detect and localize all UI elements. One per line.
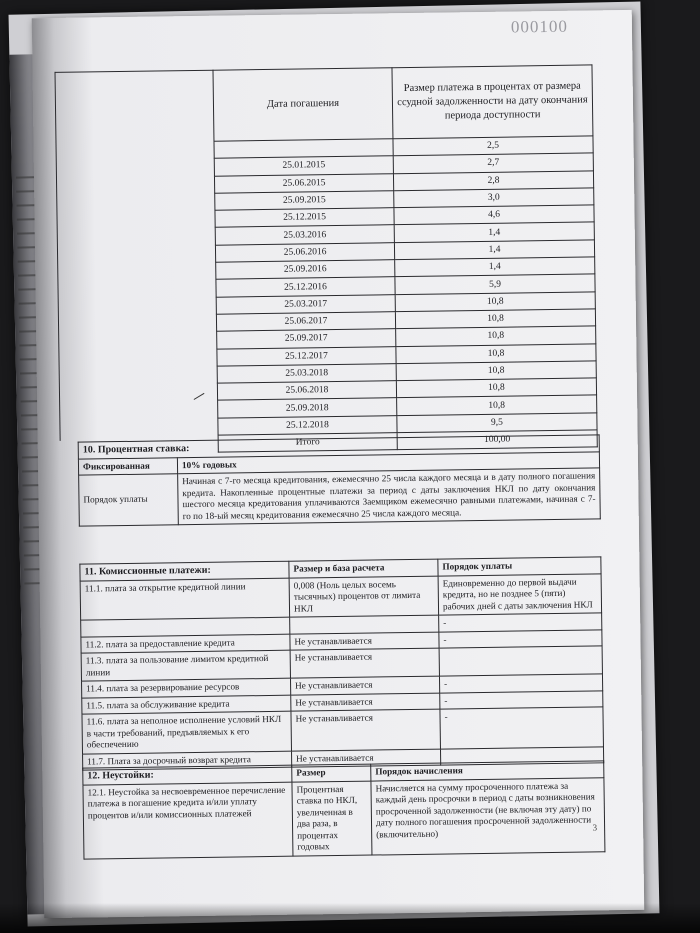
- section-12-title: 12. Неустойки:: [83, 765, 292, 784]
- commission-size: Не устанавливается: [290, 632, 439, 651]
- commission-table: [79, 556, 604, 770]
- payment-order-text: Начиная с 7-го месяца кредитования, ежемесячно 25 числа каждого месяца и в дату полного погашения кредита. Накопленные процентные платежи за период с даты заключения НКЛ по дату окончания шестого месяца кредитования уплачиваются Заемщиком ежемесячно равными платежами, начиная с 7-го по 18-ый месяц кредитования ежемесячно 25 числа каждого месяца.: [178, 468, 601, 525]
- schedule-value: 4,6: [394, 205, 594, 225]
- commission-order: -: [439, 629, 602, 648]
- schedule-total-value: 100,00: [397, 430, 597, 450]
- section-11-col-size: Размер и база расчета: [289, 559, 438, 578]
- penalty-label: 12.1. Неустойка за несвоевременное перечисление платежа в погашение кредита и/или уплату процентов и/или комиссионных платежей: [83, 782, 293, 859]
- schedule-value: 1,4: [395, 257, 595, 277]
- schedule-date: 25.09.2017: [217, 329, 396, 349]
- commission-label: 11.1. плата за открытие кредитной линии: [80, 578, 290, 620]
- loan-terms-table: [78, 434, 601, 526]
- section-11-title: 11. Комиссионные платежи:: [80, 561, 289, 580]
- schedule-date: 25.12.2018: [218, 415, 397, 435]
- bottom-shadow: [0, 903, 700, 933]
- commission-size: [290, 615, 439, 634]
- schedule-date: 25.06.2015: [214, 173, 393, 193]
- schedule-value: 10,8: [396, 378, 596, 398]
- repayment-schedule-table: [212, 64, 597, 453]
- section-12-col-size: Размер: [292, 764, 371, 782]
- payment-order-label: Порядок уплаты: [79, 474, 179, 526]
- commission-label: 11.4. плата за резервирование ресурсов: [82, 678, 291, 697]
- schedule-value: 10,8: [397, 395, 597, 415]
- schedule-date: 25.03.2018: [217, 364, 396, 384]
- schedule-value: 10,8: [396, 326, 596, 346]
- schedule-value: 1,4: [394, 222, 594, 242]
- schedule-header-payment: Размер платежа в процентах от размера ссудной задолженности на дату окончания периода доступности: [392, 65, 593, 139]
- schedule-header-date: Дата погашения: [213, 68, 393, 141]
- schedule-date: 25.06.2016: [215, 242, 394, 262]
- schedule-value: 10,8: [395, 309, 595, 329]
- section-11-col-order: Порядок уплаты: [438, 557, 601, 576]
- schedule-value: 1,4: [394, 240, 594, 260]
- schedule-date: 25.12.2016: [216, 277, 395, 297]
- corner-number: 000100: [510, 16, 569, 37]
- schedule-left-frame: [54, 70, 218, 441]
- commission-size: Не устанавливается: [290, 676, 439, 695]
- section-10-title: 10. Процентная ставка:: [78, 435, 599, 459]
- schedule-value: 3,0: [394, 188, 594, 208]
- schedule-value: 2,7: [393, 153, 593, 173]
- commission-order: -: [440, 707, 604, 749]
- document-page: [32, 10, 645, 918]
- commission-label: 11.5. плата за обслуживание кредита: [82, 695, 291, 714]
- schedule-date: 25.09.2018: [218, 398, 397, 418]
- schedule-date: 25.03.2016: [215, 225, 394, 245]
- schedule-total-label: Итого: [218, 433, 397, 453]
- fixed-rate-value: 10% годовых: [177, 451, 599, 473]
- fixed-rate-label: Фиксированная: [78, 457, 177, 475]
- schedule-value: 10,8: [396, 361, 596, 381]
- commission-label: 11.2. плата за предоставление кредита: [81, 634, 290, 653]
- schedule-date: 25.03.2017: [216, 294, 395, 314]
- schedule-date: 25.09.2015: [215, 191, 394, 211]
- schedule-value: 10,8: [396, 343, 596, 363]
- schedule-date: 25.09.2016: [216, 260, 395, 280]
- schedule-date: 25.12.2015: [215, 208, 394, 228]
- schedule-value: 9,5: [397, 413, 597, 433]
- commission-label: 11.3. плата за пользование лимитом кредитной линии: [81, 650, 290, 681]
- commission-size: Не устанавливается: [291, 693, 440, 712]
- commission-size: 0,008 (Ноль целых восемь тысячных) процентов от лимита НКЛ: [289, 576, 439, 618]
- schedule-value: 10,8: [395, 292, 595, 312]
- schedule-date: 25.12.2017: [217, 346, 396, 366]
- section-12-col-order: Порядок начисления: [371, 761, 604, 781]
- commission-label: 11.7. Плата за досрочный возврат кредита: [83, 751, 292, 770]
- commission-size: Не устанавливается: [291, 749, 440, 768]
- commission-size: Не устанавливается: [291, 709, 441, 751]
- commission-label: 11.6. плата за неполное исполнение условий НКЛ в части требований, предъявляемых к его обеспечению: [82, 711, 292, 753]
- penalty-size: Процентная ставка по НКЛ, увеличенная в два раза, в процентах годовых: [292, 781, 372, 856]
- commission-order: Единовременно до первой выдачи кредита, но не позднее 5 (пяти) рабочих дней с даты заключения НКЛ: [438, 573, 602, 615]
- commission-order: -: [440, 690, 603, 709]
- schedule-date: 25.01.2015: [214, 156, 393, 176]
- commission-order: -: [439, 674, 602, 693]
- schedule-value: 2,8: [393, 170, 593, 190]
- penalty-table: [82, 760, 605, 859]
- commission-order: -: [439, 613, 602, 632]
- commission-size: Не устанавливается: [290, 648, 439, 678]
- schedule-date: 25.06.2018: [217, 381, 396, 401]
- commission-order: [439, 646, 602, 676]
- schedule-date: 25.06.2017: [216, 312, 395, 332]
- page-number: 3: [592, 822, 598, 833]
- penalty-order: Начисляется на сумму просроченного платежа за каждый день просрочки в период с даты возникновения просроченной задолженности (не включая эту дату) по дату полного погашения просроченной задолженности (включительно): [371, 777, 605, 854]
- schedule-value: 2,5: [393, 136, 593, 156]
- schedule-value: 5,9: [395, 274, 595, 294]
